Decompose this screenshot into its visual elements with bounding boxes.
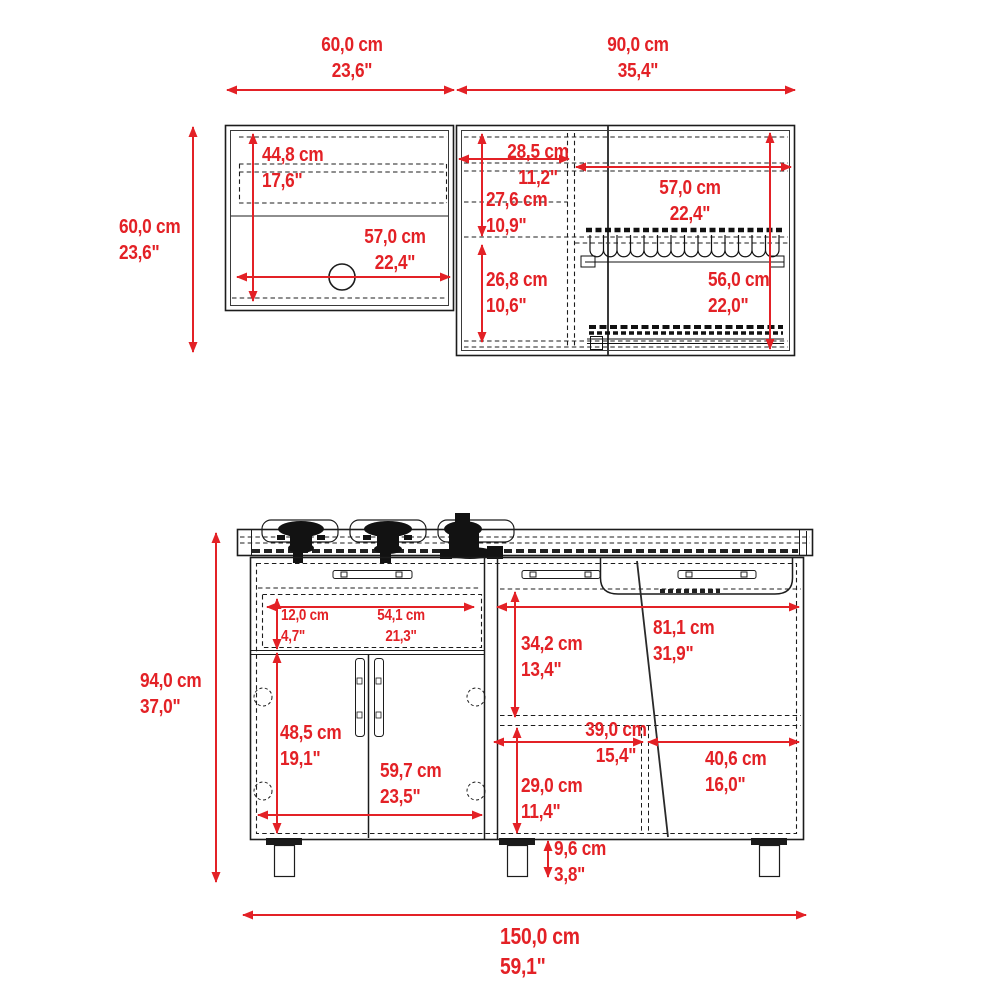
module-divider (485, 558, 498, 840)
dim-value-cm: 12,0 cm (281, 607, 329, 624)
dim-value-in: 22,0" (708, 294, 749, 317)
dim-value-in: 35,4" (617, 59, 659, 82)
dim-wall-width-right (588, 32, 689, 84)
dim-value-in: 19,1" (280, 747, 321, 770)
dim-value-cm: 39,0 cm (585, 718, 647, 741)
dim-base-drawer-height (281, 605, 329, 647)
hinge-mark (467, 688, 485, 706)
dim-value-in: 11,2" (518, 166, 558, 189)
dim-value-cm: 56,0 cm (708, 268, 770, 291)
dim-value-cm: 60,0 cm (321, 33, 383, 56)
dim-value-in: 22,4" (669, 202, 711, 225)
dim-base-drawer-width (359, 605, 443, 647)
dim-value-cm: 27,6 cm (486, 188, 548, 211)
dim-wall-left-interior-width (353, 224, 437, 276)
hinge-mark (467, 782, 485, 800)
dim-value-in: 23,6" (119, 241, 160, 264)
door-handle-right (375, 659, 384, 737)
cabinet-legs (266, 838, 787, 877)
dim-base-right-upper-height (521, 631, 582, 683)
dim-value-in: 23,6" (331, 59, 373, 82)
dim-base-height (140, 668, 201, 720)
dim-value-in: 17,6" (262, 169, 303, 192)
dim-value-cm: 54,1 cm (377, 607, 425, 624)
dim-base-right-lower-height (521, 773, 582, 825)
dim-value-cm: 26,8 cm (486, 268, 548, 291)
dim-base-shelf-right-width (705, 746, 766, 798)
dim-wall-height (119, 214, 180, 266)
dim-value-cm: 57,0 cm (364, 225, 426, 248)
dim-base-doors-height (280, 720, 341, 772)
dim-value-cm: 81,1 cm (653, 616, 715, 639)
dim-value-in: 16,0" (705, 773, 746, 796)
dim-value-cm: 150,0 cm (500, 923, 580, 949)
dim-wall-right-interior-height (708, 267, 769, 319)
dim-value-in: 11,4" (521, 800, 561, 823)
dim-wall-right-lower-height (486, 267, 547, 319)
dim-value-cm: 60,0 cm (119, 215, 181, 238)
dim-value-in: 37,0" (140, 695, 181, 718)
dim-value-cm: 59,7 cm (380, 759, 442, 782)
dim-value-in: 59,1" (500, 953, 546, 979)
dim-wall-right-compartment-width (496, 139, 580, 191)
wall-cabinet-left (226, 126, 454, 311)
dim-value-cm: 57,0 cm (659, 176, 721, 199)
dim-value-in: 10,9" (486, 214, 527, 237)
dim-value-cm: 9,6 cm (554, 837, 607, 860)
dim-base-total-width (500, 921, 580, 981)
dim-base-shelf-left-width (574, 717, 658, 769)
dim-value-in: 10,6" (486, 294, 527, 317)
dim-value-cm: 44,8 cm (262, 143, 324, 166)
dim-wall-width-left (302, 32, 403, 84)
dim-value-in: 23,5" (380, 785, 421, 808)
dim-value-cm: 28,5 cm (507, 140, 569, 163)
dim-value-in: 15,4" (595, 744, 637, 767)
door-handle-left (356, 659, 365, 737)
dim-base-right-interior-width (653, 615, 714, 667)
dim-value-cm: 90,0 cm (607, 33, 669, 56)
dim-base-doors-width (380, 758, 441, 810)
dim-value-in: 22,4" (374, 251, 416, 274)
dim-value-in: 31,9" (653, 642, 694, 665)
dim-wall-left-interior-height (262, 142, 323, 194)
dim-value-in: 21,3" (385, 628, 417, 645)
dim-value-cm: 29,0 cm (521, 774, 583, 797)
dim-value-cm: 34,2 cm (521, 632, 583, 655)
dim-value-in: 4,7" (281, 628, 306, 645)
dim-value-cm: 94,0 cm (140, 669, 202, 692)
dim-value-cm: 40,6 cm (705, 747, 767, 770)
dim-wall-right-interior-width (648, 175, 732, 227)
dim-value-in: 13,4" (521, 658, 562, 681)
dim-wall-right-upper-height (486, 187, 547, 239)
dim-value-in: 3,8" (554, 863, 586, 886)
dim-base-leg-height (554, 836, 606, 888)
dim-value-cm: 48,5 cm (280, 721, 342, 744)
